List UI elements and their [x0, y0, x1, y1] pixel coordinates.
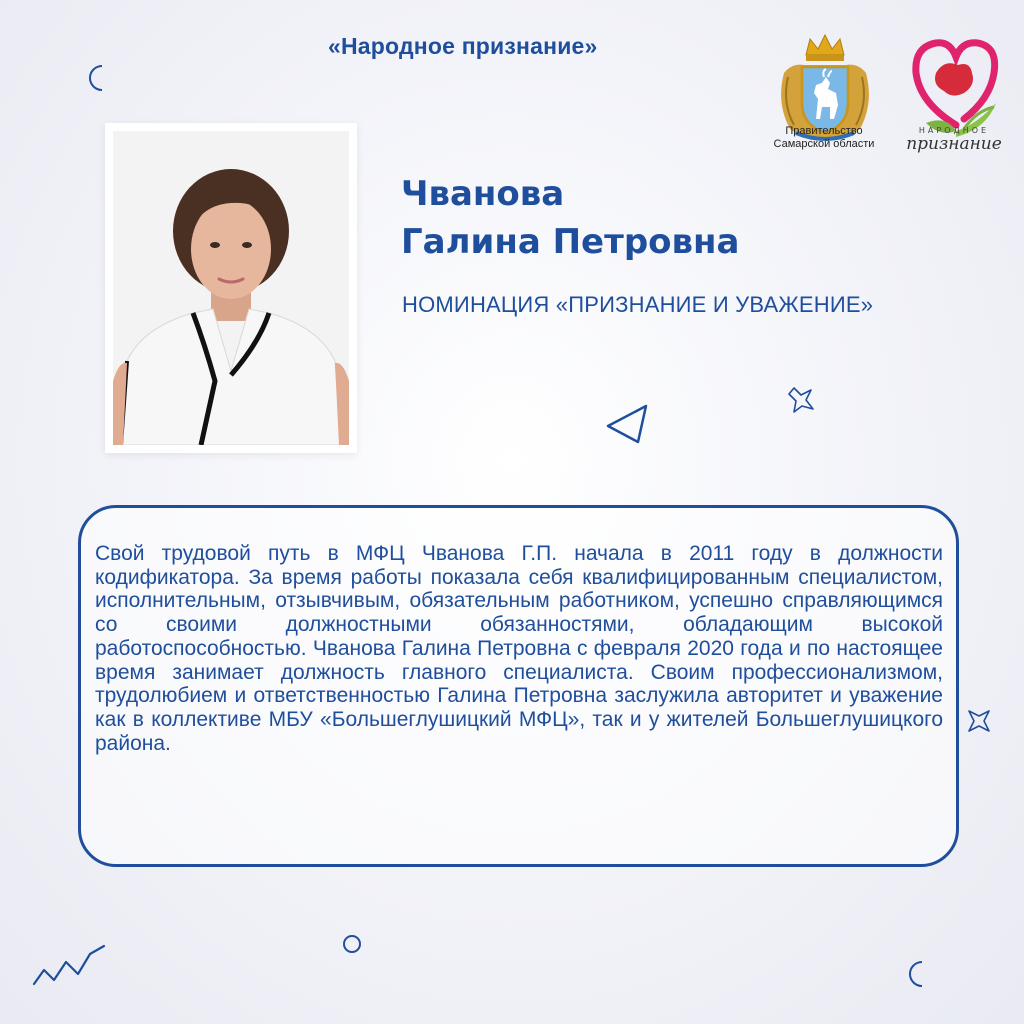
nomination-label: НОМИНАЦИЯ «ПРИЗНАНИЕ И УВАЖЕНИЕ»: [402, 292, 874, 317]
biography-text: Свой трудовой путь в МФЦ Чванова Г.П. начала в 2011 году в должности кодификатора. За время работы показала себя квалифицированным специалистом, исполнительным, отзывчивым, обязательным работником, успешно справляющимся со своими должностными обязанностями, обладающим высокой работоспособностью. Чванова Галина Петровна с февраля 2020 года и по настоящее время занимает должность главного специалиста. Своим профессионализмом, трудолюбием и ответственностью Галина Петровна заслужила авторитет и уважение как в коллективе МБУ «Большеглушицкий МФЦ», так и у жителей Большеглушицкого района.: [95, 542, 943, 755]
award-logo-big-text: признание: [906, 134, 1002, 154]
circle-decoration: [341, 933, 363, 955]
person-surname: Чванова: [401, 174, 565, 214]
government-caption: [760, 125, 888, 151]
person-given-names: Галина Петровна: [401, 222, 740, 262]
award-logo-small-text: НАРОДНОЕ: [918, 126, 990, 135]
government-caption-line2: Самарской области: [773, 138, 875, 150]
biography-card: [78, 505, 959, 867]
triangle-decoration: [604, 402, 650, 446]
crescent-decoration: [84, 62, 112, 94]
star-decoration: [786, 385, 816, 415]
person-name: [401, 170, 739, 266]
portrait-photo: [105, 123, 357, 453]
government-caption-line1: Правительство: [785, 125, 863, 137]
star-decoration: [966, 708, 992, 734]
crescent-decoration: [904, 958, 932, 990]
portrait-illustration: [113, 131, 349, 445]
zigzag-decoration: [30, 940, 108, 988]
page-header-title: «Народное признание»: [328, 33, 598, 59]
